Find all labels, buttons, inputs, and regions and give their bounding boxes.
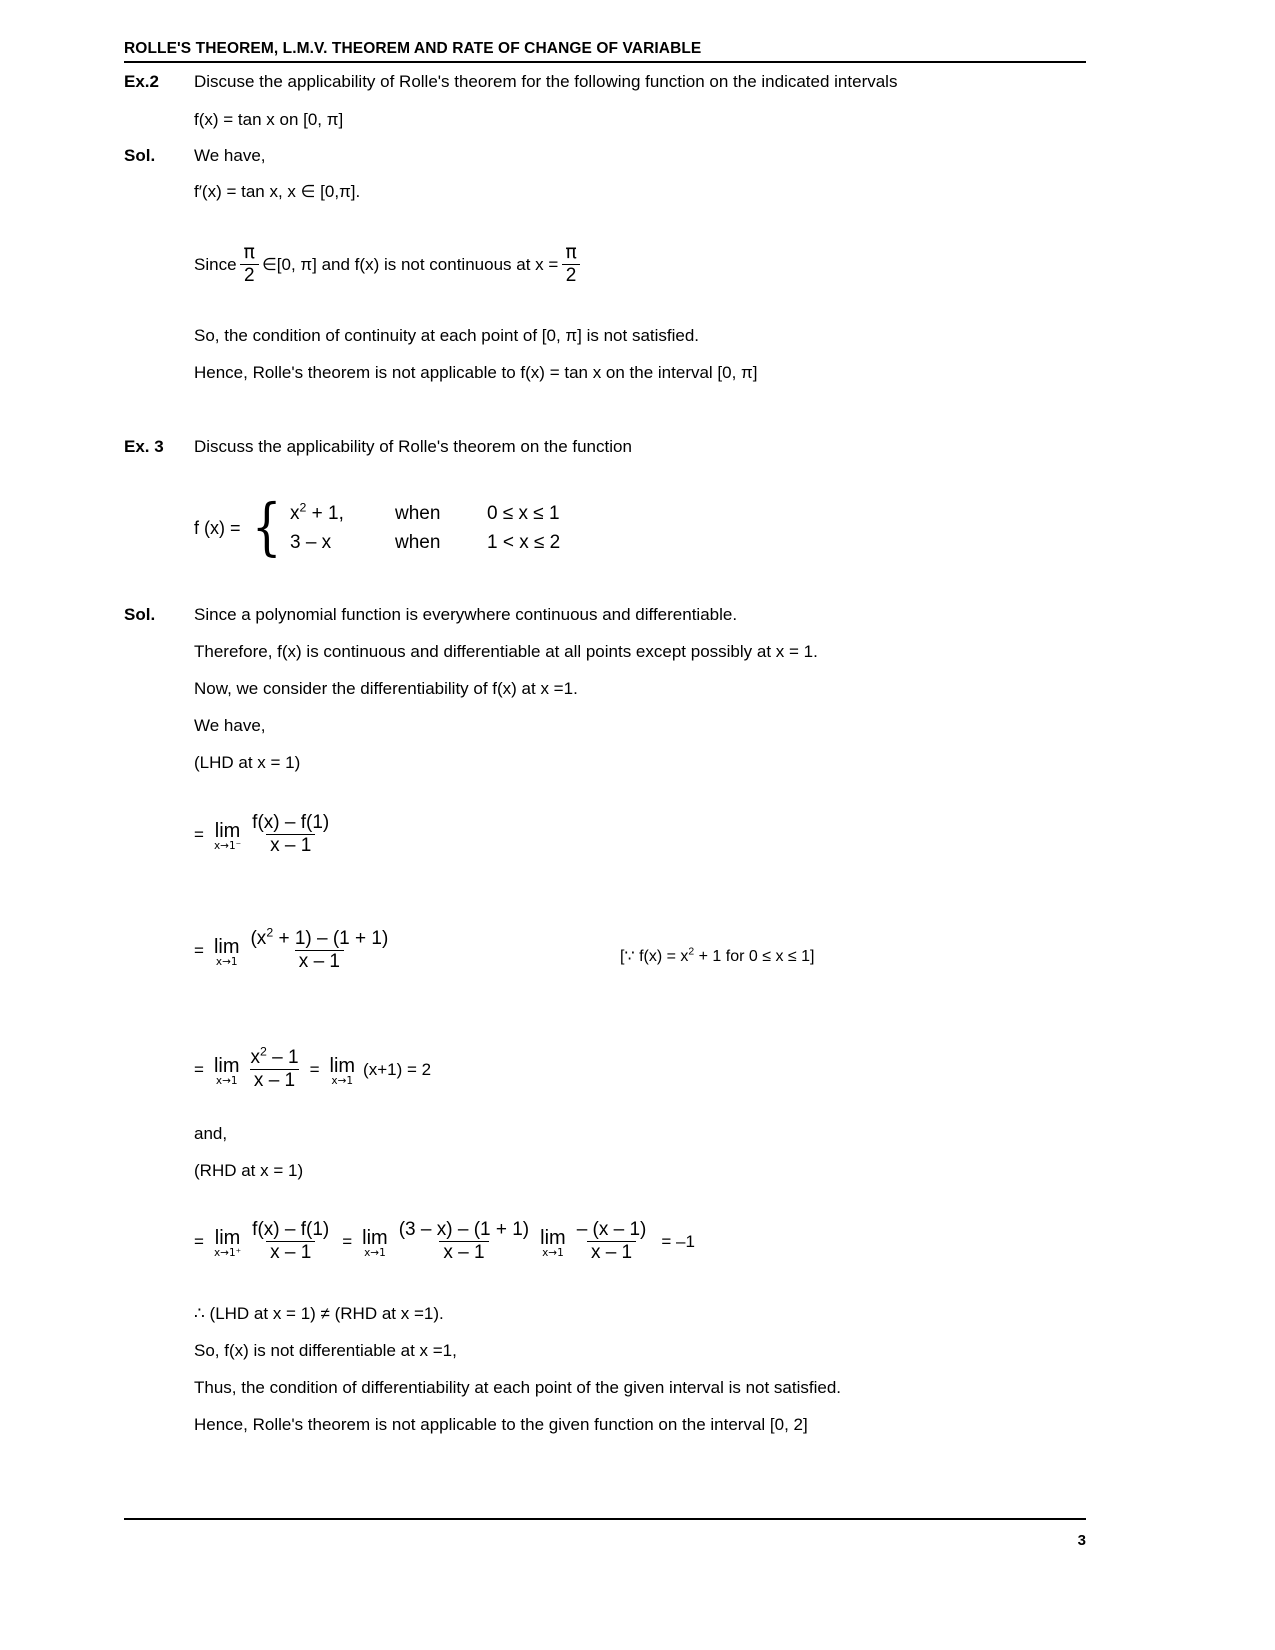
piecewise-lhs: f (x) = — [194, 517, 241, 538]
limit-operator-1 — [214, 1229, 241, 1259]
piecewise-row — [290, 528, 560, 557]
limit-label: lim — [214, 820, 241, 843]
limit-subscript: x→1 — [331, 1075, 354, 1088]
lhd-side-note: [∵ $f(x) = x^2 + 1$ for 0 ≤ x ≤ 1] — [620, 946, 815, 965]
piecewise-expression: $x^2 + 1$, — [289, 500, 344, 524]
ex3-conclusion-3: Thus, the condition of differentiability at each point of the given interval is not satisfied. — [194, 1378, 842, 1397]
ex2-function: f(x) = tan x on [0, π] — [194, 110, 344, 129]
limit-subscript: x→1 — [542, 1247, 564, 1260]
ex3-piecewise-function — [194, 490, 561, 564]
ex3-label: Ex. 3 — [124, 437, 164, 456]
fraction-numerator: f(x) – f(1) — [252, 812, 330, 833]
ex3-sol-label: Sol. — [124, 605, 156, 624]
page-number: 3 — [1077, 1532, 1086, 1549]
lhd-equation-1 — [194, 814, 336, 857]
fraction-denominator: 2 — [240, 264, 259, 286]
since-prefix: Since — [194, 255, 237, 275]
limit-operator — [214, 1057, 240, 1087]
and-line: and, — [194, 1124, 228, 1143]
rhd-equation — [194, 1221, 695, 1264]
rhd-result: = –1 — [661, 1232, 695, 1252]
equals-sign: = — [194, 941, 204, 961]
equals-sign: = — [194, 825, 204, 845]
piecewise-row — [290, 499, 560, 528]
fraction-numerator: $x^2 - 1$ — [250, 1044, 299, 1068]
fraction-denominator: x – 1 — [295, 950, 344, 972]
expanded-difference-quotient-fraction — [246, 925, 392, 972]
limit-operator-3 — [540, 1229, 566, 1259]
piecewise-when: when — [394, 532, 441, 554]
rhd-fraction-2 — [395, 1220, 533, 1263]
limit-label: lim — [213, 936, 240, 959]
limit-label: lim — [362, 1227, 388, 1250]
rhd-header: (RHD at x = 1) — [194, 1161, 304, 1180]
lhd-header: (LHD at x = 1) — [194, 753, 301, 772]
fraction-denominator: x – 1 — [266, 1241, 315, 1263]
ex3-line2: Therefore, f(x) is continuous and differentiable at all points except possibly at x = 1. — [194, 642, 818, 661]
piecewise-expression: 3 – x — [289, 532, 332, 554]
ex2-we-have: We have, — [194, 146, 266, 165]
lhd-equation-2 — [194, 925, 395, 973]
footer-divider — [124, 1518, 1086, 1520]
header-divider — [124, 61, 1086, 63]
fraction-denominator: x – 1 — [250, 1069, 299, 1091]
ex3-question: Discuss the applicability of Rolle's theorem on the function — [194, 437, 632, 456]
limit-subscript: x→1 — [215, 956, 238, 969]
piecewise-rows — [290, 499, 560, 558]
limit-operator — [214, 822, 241, 852]
page-header — [124, 40, 1086, 63]
limit-subscript: x→1 — [215, 1075, 238, 1088]
equals-sign: = — [194, 1060, 204, 1080]
fraction-numerator: π — [243, 241, 255, 263]
curly-brace-icon: { — [251, 490, 282, 564]
ex2-label: Ex.2 — [124, 72, 159, 91]
fraction-numerator: $(x^2 + 1) - (1 + 1)$ — [250, 925, 389, 949]
limit-result: (x+1) = 2 — [363, 1060, 432, 1080]
equals-sign-2: = — [342, 1232, 353, 1252]
limit-label: lim — [214, 1227, 241, 1250]
fraction-denominator: x – 1 — [266, 834, 315, 856]
ex3-conclusion-1: ∴ (LHD at x = 1) ≠ (RHD at x =1). — [194, 1304, 444, 1323]
pi-over-two-fraction-2 — [561, 243, 580, 286]
limit-operator — [214, 938, 240, 968]
limit-operator-2 — [362, 1229, 388, 1259]
fraction-denominator: x – 1 — [439, 1241, 488, 1263]
equals-sign-2: = — [309, 1060, 320, 1080]
ex3-conclusion-4: Hence, Rolle's theorem is not applicable to the given function on the interval [0, 2] — [194, 1415, 808, 1434]
ex2-since-line — [194, 241, 584, 287]
piecewise-condition: 1 < x ≤ 2 — [486, 532, 561, 554]
ex2-derivative: f′(x) = tan x, x ∈ [0,π]. — [194, 182, 361, 201]
limit-subscript: x→1 — [364, 1247, 386, 1260]
lhd-equation-3 — [194, 1044, 432, 1092]
limit-subscript: x→1⁺ — [213, 1247, 242, 1260]
since-middle-text: ∈[0, π] and f(x) is not continuous at x = — [261, 255, 559, 275]
ex3-line1: Since a polynomial function is everywhere continuous and differentiable. — [194, 605, 738, 624]
ex2-sol-label: Sol. — [124, 146, 156, 165]
ex3-line4: We have, — [194, 716, 266, 735]
pi-over-two-fraction-1 — [240, 243, 259, 286]
difference-quotient-fraction — [248, 813, 333, 856]
limit-label: lim — [329, 1055, 356, 1078]
ex2-hence-line: Hence, Rolle's theorem is not applicable to f(x) = tan x on the interval [0, π] — [194, 363, 758, 382]
limit-subscript: x→1⁻ — [213, 840, 242, 853]
ex2-question: Discuse the applicability of Rolle's theorem for the following function on the indicated intervals — [194, 72, 898, 91]
fraction-denominator: x – 1 — [587, 1241, 636, 1263]
fraction-numerator: (3 – x) – (1 + 1) — [398, 1219, 530, 1240]
ex3-conclusion-2: So, f(x) is not differentiable at x =1, — [194, 1341, 457, 1360]
equals-sign: = — [194, 1232, 204, 1252]
ex2-continuity-line: So, the condition of continuity at each point of [0, π] is not satisfied. — [194, 326, 700, 345]
limit-label: lim — [213, 1055, 240, 1078]
fraction-numerator: π — [565, 241, 577, 263]
rhd-fraction-1 — [248, 1220, 333, 1263]
rhd-fraction-3 — [573, 1220, 651, 1263]
fraction-denominator: 2 — [562, 264, 581, 286]
fraction-numerator: f(x) – f(1) — [252, 1219, 330, 1240]
ex3-line3: Now, we consider the differentiability of f(x) at x =1. — [194, 679, 578, 698]
header-title: ROLLE'S THEOREM, L.M.V. THEOREM AND RATE OF CHANGE OF VARIABLE — [124, 40, 702, 57]
piecewise-when: when — [394, 503, 441, 524]
piecewise-condition: 0 ≤ x ≤ 1 — [486, 503, 560, 524]
factored-fraction — [246, 1044, 302, 1091]
limit-label: lim — [540, 1227, 566, 1250]
fraction-numerator: – (x – 1) — [576, 1219, 647, 1240]
limit-operator-2 — [330, 1057, 356, 1087]
